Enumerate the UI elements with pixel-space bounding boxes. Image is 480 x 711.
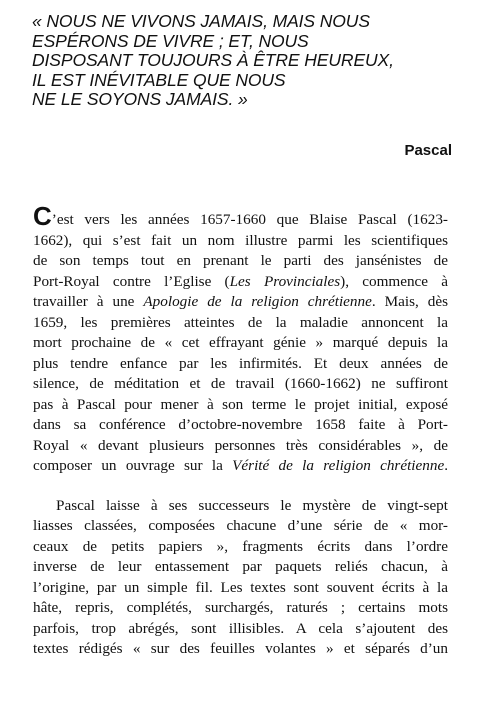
quote-line: DISPOSANT TOUJOURS À ÊTRE HEUREUX, [32, 50, 394, 70]
paragraph-line: composer un ouvrage sur la Vérité de la religion chrétienne. [33, 457, 448, 474]
quote-line: ESPÉRONS DE VIVRE ; ET, NOUS [32, 30, 309, 51]
paragraph-line: Port-Royal contre l’Eglise (Les Provinciales), commence à [33, 272, 449, 290]
quote-line: IL EST INÉVITABLE QUE NOUS [32, 69, 286, 90]
paragraph-line: silence, de méditation et de travail (1660-1662) ne suffiront [33, 375, 448, 392]
quote-line: « NOUS NE VIVONS JAMAIS, MAIS NOUS [32, 11, 370, 31]
paragraph-line: Pascal laisse à ses successeurs le mystère de vingt-sept [56, 496, 448, 514]
paragraph-line: de son temps tout en prenant le parti des jansénistes de [33, 252, 448, 269]
paragraph-line: travailler à une Apologie de la religion chrétienne. Mais, dès [33, 293, 449, 310]
quote-author: Pascal [404, 142, 452, 159]
paragraph-line: parfois, trop abrégés, sont illisibles. A cela s’ajoutent des [33, 619, 448, 637]
quote-line: NE LE SOYONS JAMAIS. » [32, 89, 248, 109]
book-title: Les Provinciales [229, 272, 341, 290]
paragraph-line: Royal « devant plusieurs personnes très considérables », de [33, 436, 448, 454]
drop-cap: C [33, 201, 52, 231]
book-title: Vérité de la religion chrétienne [232, 457, 445, 474]
paragraph-1 [33, 201, 449, 477]
paragraph-line: C’est vers les années 1657-1660 que Blaise Pascal (1623- [33, 201, 448, 231]
paragraph-line: textes rédigés « sur des feuilles volantes » et séparés d’un [33, 640, 448, 657]
paragraph-line: mort prochaine de « cet effrayant génie » marqué depuis la [33, 334, 448, 351]
paragraph-line: inverse de leur entassement par paquets reliés chacun, à [33, 558, 448, 575]
book-title: Apologie de la religion chrétienne [143, 293, 372, 310]
paragraph-line: pas à Pascal pour mener à son terme le projet initial, exposé [33, 395, 448, 413]
paragraph-line: dans sa conférence d’octobre-novembre 1658 faite à Port- [33, 416, 448, 433]
paragraph-line: ceaux de petits papiers », fragments écrits dans l’ordre [33, 537, 448, 555]
paragraph-line: 1659, les premières atteintes de la maladie annoncent la [33, 313, 448, 331]
epigraph-quote [32, 12, 462, 110]
paragraph-line: plus tendre enfance par les infirmités. Et deux années de [33, 354, 448, 372]
paragraph-line: hâte, repris, complétés, surchargés, raturés ; certains mots [33, 599, 448, 616]
paragraph-line: l’origine, par un simple fil. Les textes sont souvent écrits à la [33, 578, 448, 596]
paragraph-line: liasses classées, composées chacune d’une série de « mor- [33, 517, 448, 534]
paragraph-line: 1662), qui s’est fait un nom illustre parmi les scientifiques [33, 231, 448, 249]
paragraph-2 [33, 496, 448, 660]
body-text [33, 201, 449, 660]
